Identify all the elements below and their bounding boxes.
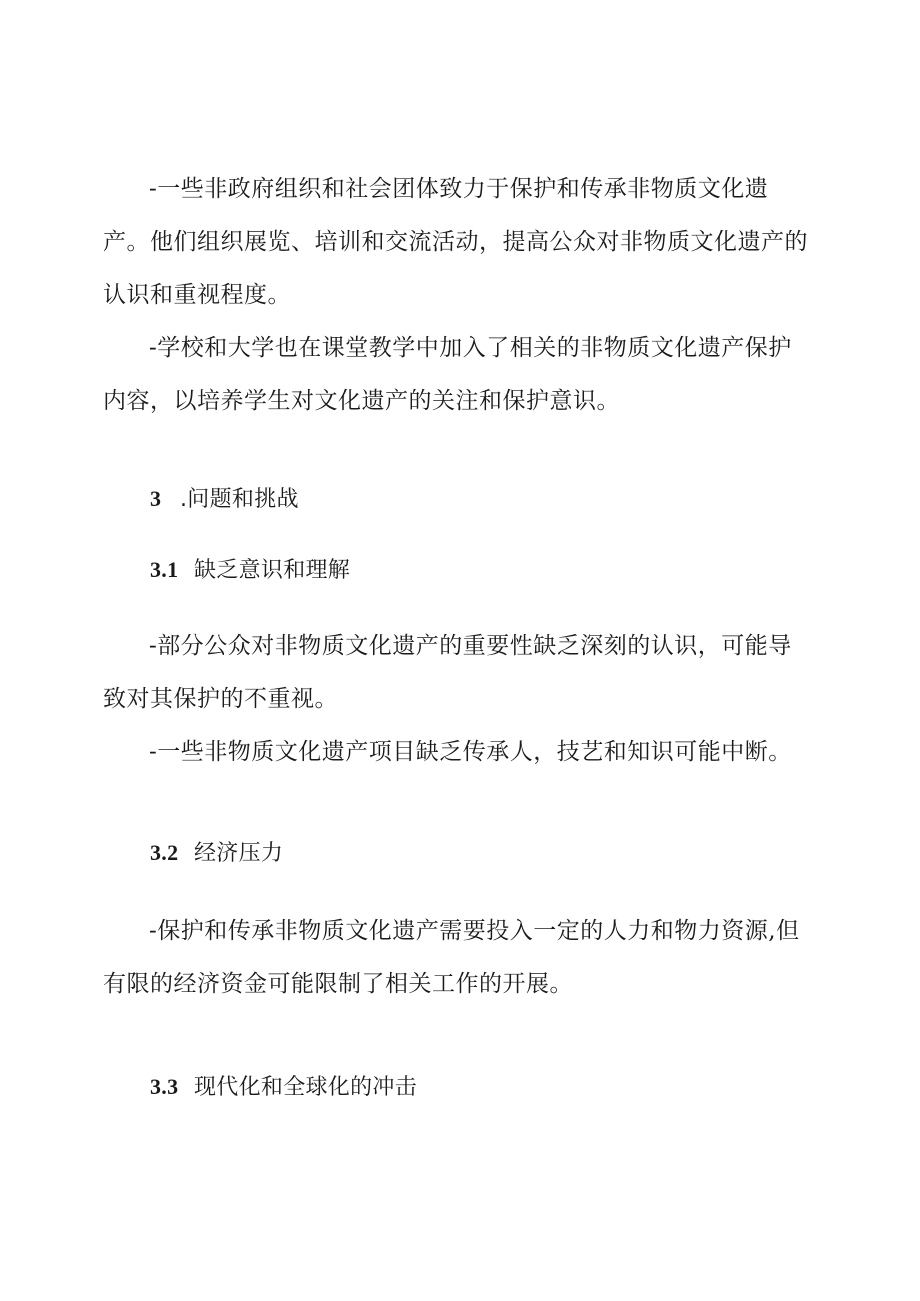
paragraph-economic-pressure: -保护和传承非物质文化遗产需要投入一定的人力和物力资源,但有限的经济资金可能限制了相关工作的开展。 — [103, 918, 800, 997]
heading-section-3-1 — [150, 555, 350, 586]
heading-title: 缺乏意识和理解 — [194, 558, 351, 583]
heading-title: .问题和挑战 — [180, 487, 299, 512]
heading-title: 经济压力 — [194, 841, 284, 866]
heading-number: 3.1 — [150, 557, 179, 582]
heading-section-3-3 — [150, 1072, 417, 1103]
heading-number: 3.3 — [150, 1074, 179, 1099]
paragraph-awareness-inheritors: -一些非物质文化遗产项目缺乏传承人，技艺和知识可能中断。 — [149, 739, 792, 765]
heading-section-3-2 — [150, 838, 283, 869]
heading-number: 3.2 — [150, 840, 179, 865]
heading-title: 现代化和全球化的冲击 — [194, 1075, 418, 1100]
paragraph-ngo-efforts: -一些非政府组织和社会团体致力于保护和传承非物质文化遗产。他们组织展览、培训和交流活动，提高公众对非物质文化遗产的认识和重视程度。 — [103, 176, 808, 308]
paragraph-school-education: -学校和大学也在课堂教学中加入了相关的非物质文化遗产保护内容，以培养学生对文化遗产的关注和保护意识。 — [103, 335, 792, 414]
heading-number: 3 — [150, 486, 162, 511]
paragraph-awareness-public: -部分公众对非物质文化遗产的重要性缺乏深刻的认识，可能导致对其保护的不重视。 — [103, 633, 792, 712]
heading-section-3 — [150, 484, 299, 515]
